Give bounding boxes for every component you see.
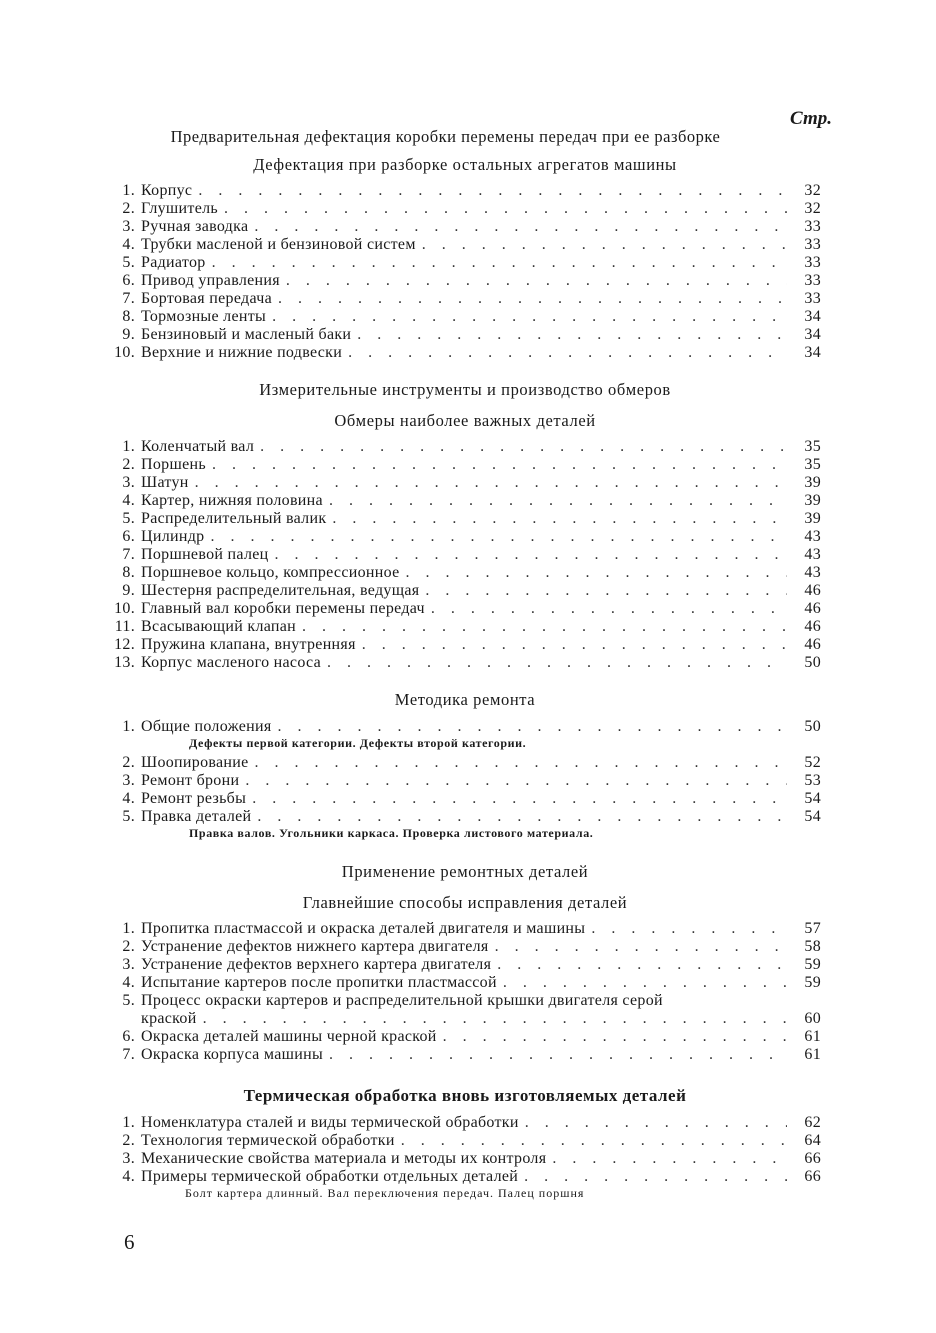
dot-leader [497, 956, 787, 974]
entry-page: 46 [804, 636, 821, 653]
entry-title-continued: краской [141, 1010, 197, 1027]
toc-entry [105, 974, 821, 992]
entry-number: 1. [122, 438, 135, 455]
dot-leader [431, 600, 787, 618]
entry-title: Всасывающий клапан [141, 618, 297, 635]
toc-entry [105, 438, 821, 456]
entry-title: Коленчатый вал [141, 438, 255, 455]
entry-title: Ремонт резьбы [141, 790, 247, 807]
entry-title: Верхние и нижние подвески [141, 344, 343, 361]
toc-entry [105, 754, 821, 772]
toc-entry [105, 1028, 821, 1046]
entry-title: Корпус [141, 182, 193, 199]
entry-page: 60 [804, 1010, 821, 1027]
section-heading: Обмеры наиболее важных деталей [334, 411, 596, 430]
entry-page: 32 [804, 200, 821, 217]
entry-title: Главный вал коробки перемены передач [141, 600, 425, 617]
dot-leader [591, 920, 787, 938]
toc-entry [105, 326, 821, 344]
entry-number: 3. [122, 474, 135, 491]
entry-page: 61 [804, 1028, 821, 1045]
entry-title: Пружина клапана, внутренняя [141, 636, 356, 653]
dot-leader [406, 564, 787, 582]
entry-page: 32 [804, 182, 821, 199]
toc-entry [105, 654, 821, 672]
dot-leader [348, 344, 787, 362]
entry-title: Глушитель [141, 200, 218, 217]
entry-page: 53 [804, 772, 821, 789]
toc-entry [105, 920, 821, 938]
toc-list [105, 920, 821, 1064]
dot-leader [278, 290, 787, 308]
dot-leader [329, 492, 787, 510]
dot-leader [286, 272, 787, 290]
entry-title: Правка деталей [141, 808, 252, 825]
entry-page: 54 [804, 790, 821, 807]
entry-number: 5. [122, 510, 135, 527]
dot-leader [245, 772, 787, 790]
entry-page: 43 [804, 564, 821, 581]
entry-number: 1. [122, 718, 135, 735]
dot-leader [329, 1046, 787, 1064]
entry-number: 6. [122, 272, 135, 289]
entry-title: Испытание картеров после пропитки пластмассой [141, 974, 497, 991]
entry-page: 62 [804, 1114, 821, 1131]
page-column-label: Стр. [790, 108, 832, 129]
toc-entry [105, 808, 821, 826]
entry-subnote: Правка валов. Угольники каркаса. Проверка листового материала. [189, 826, 594, 840]
entry-number: 12. [114, 636, 135, 653]
section-heading: Методика ремонта [394, 690, 536, 709]
toc-entry [105, 564, 821, 582]
entry-title: Процесс окраски картеров и распределительной крышки двигателя серой [141, 992, 663, 1009]
entry-number: 4. [122, 1168, 135, 1185]
dot-leader [524, 1168, 787, 1186]
entry-page: 46 [804, 618, 821, 635]
entry-title: Шоопирование [141, 754, 249, 771]
section-heading: Предварительная дефектация коробки перемены передач при ее разборке [170, 127, 721, 146]
entry-page: 43 [804, 528, 821, 545]
toc-entry [105, 492, 821, 510]
dot-leader [255, 754, 787, 772]
entry-page: 46 [804, 600, 821, 617]
entry-title: Распределительный валик [141, 510, 327, 527]
toc-entry [105, 1150, 821, 1168]
dot-leader [210, 528, 787, 546]
dot-leader [278, 718, 787, 736]
toc-entry [105, 1046, 821, 1064]
entry-line [105, 992, 821, 1010]
entry-title: Радиатор [141, 254, 206, 271]
toc-entry [105, 218, 821, 236]
entry-page: 33 [804, 218, 821, 235]
entry-subnote: Дефекты первой категории. Дефекты второй категории. [189, 736, 527, 750]
entry-title: Бензиновый и масленый баки [141, 326, 352, 343]
dot-leader [257, 808, 787, 826]
entry-page: 61 [804, 1046, 821, 1063]
toc-entry [105, 938, 821, 956]
entry-number: 5. [122, 254, 135, 271]
entry-number: 5. [122, 808, 135, 825]
entry-title: Номенклатура сталей и виды термической обработки [141, 1114, 519, 1131]
page-number: 6 [124, 1230, 135, 1254]
entry-page: 66 [804, 1168, 821, 1185]
entry-title: Тормозные ленты [141, 308, 267, 325]
dot-leader [212, 254, 787, 272]
entry-number: 3. [122, 218, 135, 235]
entry-number: 1. [122, 182, 135, 199]
entry-page: 34 [804, 326, 821, 343]
section-heading: Главнейшие способы исправления деталей [302, 893, 628, 912]
entry-number: 2. [122, 938, 135, 955]
entry-page: 66 [804, 1150, 821, 1167]
toc-entry [105, 772, 821, 790]
dot-leader [302, 618, 787, 636]
entry-page: 39 [804, 474, 821, 491]
entry-title: Поршень [141, 456, 206, 473]
toc-entry [105, 956, 821, 974]
entry-line [105, 1010, 821, 1028]
entry-title: Цилиндр [141, 528, 205, 545]
entry-number: 11. [114, 618, 135, 635]
entry-title: Устранение дефектов верхнего картера двигателя [141, 956, 492, 973]
entry-title: Шестерня распределительная, ведущая [141, 582, 420, 599]
dot-leader [252, 790, 787, 808]
entry-number: 6. [122, 528, 135, 545]
toc-entry [105, 600, 821, 618]
entry-number: 7. [122, 1046, 135, 1063]
entry-number: 2. [122, 1132, 135, 1149]
entry-subnote: Болт картера длинный. Вал переключения передач. Палец поршня [185, 1186, 585, 1200]
entry-page: 59 [804, 956, 821, 973]
entry-page: 43 [804, 546, 821, 563]
toc-entry [105, 200, 821, 218]
entry-page: 39 [804, 492, 821, 509]
toc-entry [105, 618, 821, 636]
toc-entry [105, 456, 821, 474]
entry-number: 6. [122, 1028, 135, 1045]
entry-page: 58 [804, 938, 821, 955]
entry-page: 34 [804, 344, 821, 361]
entry-page: 35 [804, 438, 821, 455]
entry-title: Картер, нижняя половина [141, 492, 323, 509]
entry-title: Окраска корпуса машины [141, 1046, 323, 1063]
entry-page: 50 [804, 654, 821, 671]
toc-entry [105, 582, 821, 600]
section-heading: Термическая обработка вновь изготовляемых деталей [243, 1086, 687, 1105]
dot-leader [195, 474, 787, 492]
entry-page: 39 [804, 510, 821, 527]
entry-number: 3. [122, 772, 135, 789]
toc-list [105, 438, 821, 672]
section-heading: Применение ремонтных деталей [341, 862, 589, 881]
entry-title: Шатун [141, 474, 189, 491]
dot-leader [203, 1010, 787, 1028]
toc-list [105, 718, 821, 842]
entry-page: 46 [804, 582, 821, 599]
entry-number: 4. [122, 790, 135, 807]
entry-page: 50 [804, 718, 821, 735]
dot-leader [357, 326, 787, 344]
dot-leader [401, 1132, 787, 1150]
dot-leader [362, 636, 787, 654]
entry-number: 10. [114, 600, 135, 617]
entry-number: 4. [122, 236, 135, 253]
entry-number: 4. [122, 974, 135, 991]
toc-entry [105, 1132, 821, 1150]
entry-number: 1. [122, 1114, 135, 1131]
entry-title: Поршневое кольцо, компрессионное [141, 564, 400, 581]
entry-number: 4. [122, 492, 135, 509]
entry-number: 5. [122, 992, 135, 1009]
entry-number: 13. [114, 654, 135, 671]
entry-title: Бортовая передача [141, 290, 272, 307]
toc-entry [105, 272, 821, 290]
dot-leader [552, 1150, 787, 1168]
entry-number: 3. [122, 956, 135, 973]
toc-entry [105, 1114, 821, 1132]
dot-leader [260, 438, 787, 456]
dot-leader [198, 182, 787, 200]
dot-leader [422, 236, 787, 254]
entry-number: 2. [122, 200, 135, 217]
toc-entry [105, 182, 821, 200]
toc-entry [105, 308, 821, 326]
dot-leader [212, 456, 787, 474]
toc-entry [105, 636, 821, 654]
entry-title: Окраска деталей машины черной краской [141, 1028, 437, 1045]
toc-entry [105, 510, 821, 528]
toc-entry [105, 254, 821, 272]
section-heading: Измерительные инструменты и производство обмеров [259, 380, 671, 399]
dot-leader [495, 938, 787, 956]
entry-number: 7. [122, 290, 135, 307]
entry-title: Корпус масленого насоса [141, 654, 322, 671]
entry-number: 10. [114, 344, 135, 361]
toc-entry [105, 344, 821, 362]
toc-entry [105, 718, 821, 736]
entry-title: Ручная заводка [141, 218, 249, 235]
entry-title: Привод управления [141, 272, 280, 289]
entry-number: 2. [122, 456, 135, 473]
toc-entry [105, 290, 821, 308]
toc-entry [105, 1168, 821, 1186]
entry-page: 33 [804, 290, 821, 307]
dot-leader [275, 546, 788, 564]
toc-entry [105, 992, 821, 1028]
entry-number: 7. [122, 546, 135, 563]
dot-leader [503, 974, 787, 992]
toc-entry [105, 790, 821, 808]
dot-leader [224, 200, 787, 218]
entry-number: 8. [122, 564, 135, 581]
toc-list [105, 182, 821, 362]
toc-list [105, 1114, 821, 1202]
entry-title: Примеры термической обработки отдельных деталей [141, 1168, 519, 1185]
entry-page: 34 [804, 308, 821, 325]
toc-entry [105, 474, 821, 492]
dot-leader [425, 582, 787, 600]
entry-number: 1. [122, 920, 135, 937]
entry-title: Технология термической обработки [141, 1132, 395, 1149]
entry-page: 57 [804, 920, 821, 937]
entry-page: 33 [804, 254, 821, 271]
toc-entry [105, 546, 821, 564]
entry-page: 35 [804, 456, 821, 473]
entry-page: 52 [804, 754, 821, 771]
entry-number: 8. [122, 308, 135, 325]
dot-leader [254, 218, 787, 236]
dot-leader [327, 654, 787, 672]
entry-number: 2. [122, 754, 135, 771]
dot-leader [332, 510, 787, 528]
entry-title: Трубки масленой и бензиновой систем [141, 236, 416, 253]
entry-title: Пропитка пластмассой и окраска деталей двигателя и машины [141, 920, 586, 937]
entry-page: 33 [804, 272, 821, 289]
entry-title: Ремонт брони [141, 772, 240, 789]
entry-title: Поршневой палец [141, 546, 269, 563]
dot-leader [443, 1028, 787, 1046]
dot-leader [525, 1114, 787, 1132]
entry-number: 3. [122, 1150, 135, 1167]
entry-title: Механические свойства материала и методы их контроля [141, 1150, 547, 1167]
entry-number: 9. [122, 326, 135, 343]
entry-page: 54 [804, 808, 821, 825]
entry-number: 9. [122, 582, 135, 599]
toc-entry [105, 236, 821, 254]
entry-page: 59 [804, 974, 821, 991]
entry-title: Общие положения [141, 718, 272, 735]
toc-entry [105, 528, 821, 546]
section-heading: Дефектация при разборке остальных агрегатов машины [253, 155, 677, 174]
dot-leader [272, 308, 787, 326]
entry-page: 33 [804, 236, 821, 253]
entry-title: Устранение дефектов нижнего картера двигателя [141, 938, 489, 955]
entry-page: 64 [804, 1132, 821, 1149]
